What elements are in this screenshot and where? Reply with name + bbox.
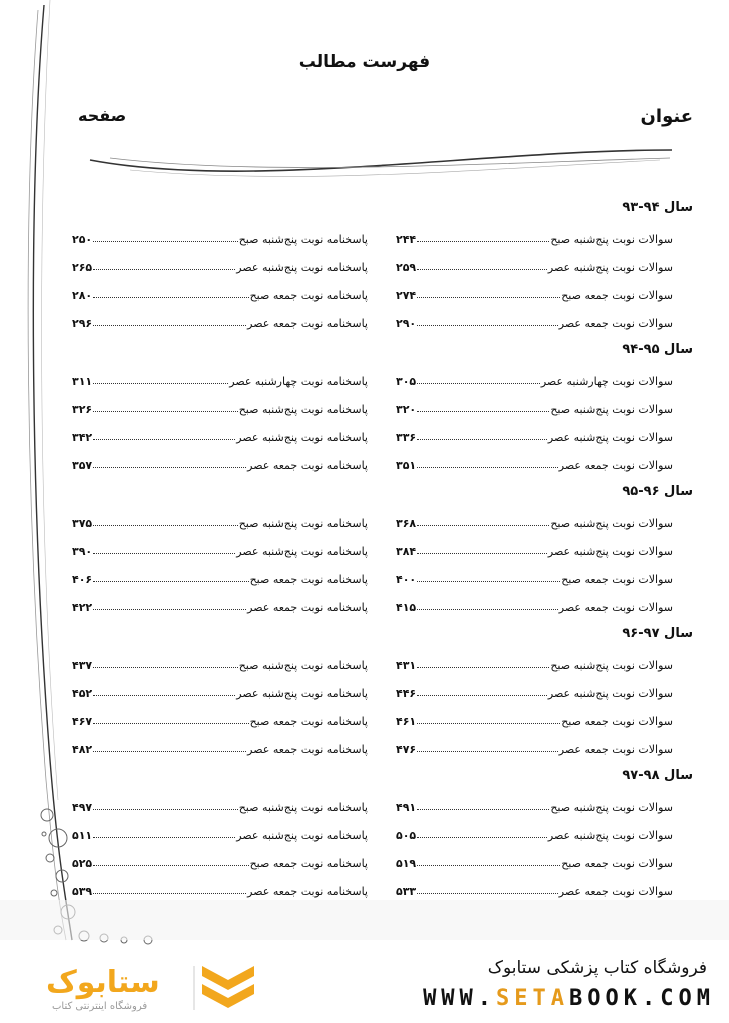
entry-label: سوالات نوبت جمعه صبح [561, 857, 673, 870]
page-number: ۴۹۱ [396, 801, 417, 814]
entry-label: پاسخنامه نوبت پنج‌شنبه عصر [236, 687, 368, 700]
question-entry[interactable] [396, 284, 673, 302]
page-number: ۴۰۰ [396, 573, 417, 586]
page-number: ۴۴۶ [396, 687, 417, 700]
leader-dots [417, 297, 560, 298]
leader-dots [93, 383, 228, 384]
leader-dots [93, 325, 246, 326]
answer-entry[interactable] [72, 426, 368, 444]
page-number: ۴۲۲ [72, 601, 93, 614]
entry-label: پاسخنامه نوبت جمعه عصر [247, 459, 368, 472]
leader-dots [417, 809, 549, 810]
entry-label: پاسخنامه نوبت پنج‌شنبه عصر [236, 261, 368, 274]
leader-dots [93, 865, 248, 866]
answer-entry[interactable] [72, 568, 368, 586]
entry-label: سوالات نوبت جمعه صبح [561, 573, 673, 586]
leader-dots [417, 837, 547, 838]
leader-dots [417, 525, 549, 526]
question-entry[interactable] [396, 512, 673, 530]
leader-dots [93, 439, 235, 440]
page-number: ۴۳۷ [72, 659, 93, 672]
question-entry[interactable] [396, 454, 673, 472]
leader-dots [93, 467, 246, 468]
leader-dots [93, 525, 238, 526]
entry-label: پاسخنامه نوبت پنج‌شنبه عصر [236, 829, 368, 842]
entry-label: پاسخنامه نوبت جمعه صبح [249, 715, 368, 728]
page-number: ۳۱۱ [72, 375, 93, 388]
entry-label: پاسخنامه نوبت پنج‌شنبه عصر [236, 431, 368, 444]
page-number: ۴۸۲ [72, 743, 93, 756]
page-title: فهرست مطالب [298, 52, 431, 72]
page-number: ۳۸۴ [396, 545, 417, 558]
page-number: ۳۷۵ [72, 517, 93, 530]
shop-url [423, 986, 715, 1011]
page-number: ۴۰۶ [72, 573, 93, 586]
answer-entry[interactable] [72, 398, 368, 416]
leader-dots [417, 411, 549, 412]
logo-text: ستابوک [46, 965, 160, 1000]
answer-entry[interactable] [72, 852, 368, 870]
answer-entry[interactable] [72, 682, 368, 700]
leader-dots [417, 241, 549, 242]
leader-dots [93, 695, 235, 696]
entry-label: پاسخنامه نوبت پنج‌شنبه صبح [238, 801, 368, 814]
entry-label: پاسخنامه نوبت پنج‌شنبه صبح [238, 517, 368, 530]
entry-label: سوالات نوبت پنج‌شنبه صبح [550, 403, 673, 416]
question-entry[interactable] [396, 256, 673, 274]
question-entry[interactable] [396, 228, 673, 246]
page-column-header: صفحه [78, 106, 127, 125]
page-number: ۵۱۹ [396, 857, 417, 870]
leader-dots [417, 553, 547, 554]
entry-label: سوالات نوبت پنج‌شنبه عصر [547, 829, 673, 842]
leader-dots [93, 667, 238, 668]
entry-label: سوالات نوبت پنج‌شنبه عصر [547, 431, 673, 444]
page-number: ۴۳۱ [396, 659, 417, 672]
answer-entry[interactable] [72, 710, 368, 728]
entry-label: سوالات نوبت جمعه عصر [558, 885, 673, 898]
question-entry[interactable] [396, 596, 673, 614]
entry-label: سوالات نوبت جمعه صبح [561, 289, 673, 302]
entry-label: پاسخنامه نوبت پنج‌شنبه صبح [238, 403, 368, 416]
leader-dots [417, 893, 558, 894]
leader-dots [417, 695, 547, 696]
leader-dots [93, 809, 238, 810]
page-number: ۲۵۹ [396, 261, 417, 274]
page-number: ۵۳۳ [396, 885, 417, 898]
topic-column-header: عنوان [640, 106, 693, 127]
entry-label: سوالات نوبت جمعه عصر [558, 459, 673, 472]
entry-label: سوالات نوبت جمعه عصر [558, 743, 673, 756]
page-number: ۴۷۶ [396, 743, 417, 756]
page-number: ۴۶۱ [396, 715, 417, 728]
question-entry[interactable] [396, 880, 673, 898]
leader-dots [93, 837, 235, 838]
page-number: ۲۷۴ [396, 289, 417, 302]
answer-entry[interactable] [72, 796, 368, 814]
answer-entry[interactable] [72, 284, 368, 302]
page-number: ۵۰۵ [396, 829, 417, 842]
page-number: ۵۳۹ [72, 885, 93, 898]
page-number: ۳۵۷ [72, 459, 93, 472]
leader-dots [417, 751, 558, 752]
entry-label: سوالات نوبت پنج‌شنبه عصر [547, 545, 673, 558]
entry-label: پاسخنامه نوبت جمعه عصر [247, 317, 368, 330]
entry-label: پاسخنامه نوبت جمعه عصر [247, 601, 368, 614]
answer-entry[interactable] [72, 512, 368, 530]
question-entry[interactable] [396, 710, 673, 728]
entry-label: پاسخنامه نوبت جمعه عصر [247, 885, 368, 898]
page-number: ۴۹۷ [72, 801, 93, 814]
entry-label: سوالات نوبت چهارشنبه عصر [540, 375, 673, 388]
entry-label: سوالات نوبت پنج‌شنبه عصر [547, 261, 673, 274]
page-number: ۴۱۵ [396, 601, 417, 614]
question-entry[interactable] [396, 738, 673, 756]
entry-label: پاسخنامه نوبت جمعه صبح [249, 857, 368, 870]
question-entry[interactable] [396, 682, 673, 700]
entry-label: سوالات نوبت پنج‌شنبه صبح [550, 517, 673, 530]
answer-entry[interactable] [72, 228, 368, 246]
answer-entry[interactable] [72, 596, 368, 614]
answer-entry[interactable] [72, 256, 368, 274]
page-number: ۴۶۷ [72, 715, 93, 728]
leader-dots [93, 723, 248, 724]
question-entry[interactable] [396, 568, 673, 586]
page-number: ۲۹۶ [72, 317, 93, 330]
question-entry[interactable] [396, 540, 673, 558]
leader-dots [417, 269, 547, 270]
entry-label: سوالات نوبت پنج‌شنبه صبح [550, 233, 673, 246]
url-suffix: BOOK.COM [569, 986, 715, 1011]
answer-entry[interactable] [72, 880, 368, 898]
entry-label: سوالات نوبت پنج‌شنبه صبح [550, 801, 673, 814]
answer-entry[interactable] [72, 540, 368, 558]
answer-entry[interactable] [72, 738, 368, 756]
url-prefix: WWW. [423, 986, 497, 1011]
page-number: ۲۹۰ [396, 317, 417, 330]
entry-label: پاسخنامه نوبت پنج‌شنبه صبح [238, 233, 368, 246]
logo-subtitle: فروشگاه اینترنتی کتاب [52, 1001, 148, 1012]
year-heading: سال ۹۶-۹۵ [622, 484, 693, 499]
entry-label: پاسخنامه نوبت جمعه عصر [247, 743, 368, 756]
page-number: ۵۱۱ [72, 829, 93, 842]
question-entry[interactable] [396, 370, 673, 388]
question-entry[interactable] [396, 398, 673, 416]
question-entry[interactable] [396, 796, 673, 814]
page-number: ۲۸۰ [72, 289, 93, 302]
shop-name: فروشگاه کتاب پزشکی ستابوک [487, 958, 707, 978]
leader-dots [417, 467, 558, 468]
entry-label: پاسخنامه نوبت پنج‌شنبه عصر [236, 545, 368, 558]
entry-label: پاسخنامه نوبت چهارشنبه عصر [229, 375, 368, 388]
leader-dots [93, 241, 238, 242]
page-number: ۳۹۰ [72, 545, 93, 558]
page-number: ۴۵۲ [72, 687, 93, 700]
answer-entry[interactable] [72, 654, 368, 672]
leader-dots [93, 751, 246, 752]
leader-dots [93, 893, 246, 894]
page-number: ۳۴۲ [72, 431, 93, 444]
leader-dots [93, 581, 248, 582]
leader-dots [417, 383, 540, 384]
leader-dots [417, 723, 560, 724]
leader-dots [93, 609, 246, 610]
year-heading: سال ۹۵-۹۴ [622, 342, 693, 357]
year-heading: سال ۹۷-۹۶ [622, 626, 693, 641]
question-entry[interactable] [396, 312, 673, 330]
page-number: ۲۴۴ [396, 233, 417, 246]
page-number: ۳۳۶ [396, 431, 417, 444]
answer-entry[interactable] [72, 824, 368, 842]
entry-label: سوالات نوبت پنج‌شنبه عصر [547, 687, 673, 700]
entry-label: پاسخنامه نوبت پنج‌شنبه صبح [238, 659, 368, 672]
question-entry[interactable] [396, 654, 673, 672]
page-number: ۵۲۵ [72, 857, 93, 870]
year-heading: سال ۹۴-۹۳ [622, 200, 693, 215]
entry-label: سوالات نوبت پنج‌شنبه صبح [550, 659, 673, 672]
page-number: ۳۵۱ [396, 459, 417, 472]
page-number: ۳۲۰ [396, 403, 417, 416]
answer-entry[interactable] [72, 370, 368, 388]
page-number: ۳۶۸ [396, 517, 417, 530]
question-entry[interactable] [396, 824, 673, 842]
year-heading: سال ۹۸-۹۷ [622, 768, 693, 783]
leader-dots [417, 581, 560, 582]
page-number: ۳۰۵ [396, 375, 417, 388]
page-number: ۲۵۰ [72, 233, 93, 246]
leader-dots [417, 865, 560, 866]
leader-dots [93, 411, 238, 412]
question-entry[interactable] [396, 426, 673, 444]
question-entry[interactable] [396, 852, 673, 870]
url-highlight: SETA [496, 986, 570, 1011]
entry-label: پاسخنامه نوبت جمعه صبح [249, 573, 368, 586]
entry-label: سوالات نوبت جمعه صبح [561, 715, 673, 728]
page-number: ۳۲۶ [72, 403, 93, 416]
leader-dots [93, 297, 248, 298]
entry-label: سوالات نوبت جمعه عصر [558, 317, 673, 330]
leader-dots [417, 439, 547, 440]
leader-dots [417, 667, 549, 668]
leader-dots [93, 553, 235, 554]
leader-dots [93, 269, 235, 270]
leader-dots [417, 609, 558, 610]
entry-label: پاسخنامه نوبت جمعه صبح [249, 289, 368, 302]
page-number: ۲۶۵ [72, 261, 93, 274]
answer-entry[interactable] [72, 454, 368, 472]
entry-label: سوالات نوبت جمعه عصر [558, 601, 673, 614]
leader-dots [417, 325, 558, 326]
answer-entry[interactable] [72, 312, 368, 330]
